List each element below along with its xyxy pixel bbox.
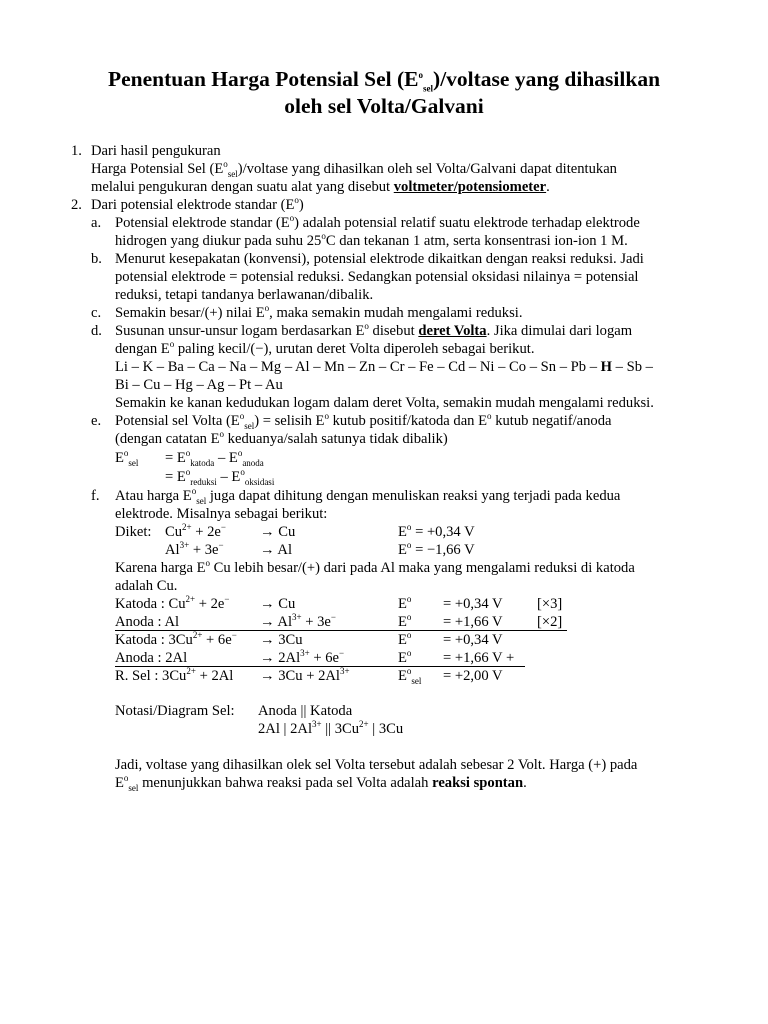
katoda-reaction-2: Katoda : $3Cu^{2+} + 6e^-$ xyxy=(115,630,237,648)
notasi-line-1: Anoda || Katoda xyxy=(258,703,353,719)
anoda-product-1: → $Al^{3+} + 3e^-$ xyxy=(260,612,336,630)
sub-item-c-line-1: Semakin besar/(+) nilai $E^o$, maka semakin mudah mengalami reduksi. xyxy=(115,303,523,321)
notasi-label: Notasi/Diagram Sel: xyxy=(115,703,235,719)
anoda-e-2: $E^o$ xyxy=(398,648,412,666)
diket-product-1: → Cu xyxy=(260,524,296,540)
sub-item-d-line-5: Semakin ke kanan kedudukan logam dalam deret Volta, semakin mudah mengalami reduksi. xyxy=(115,395,654,411)
diket-product-2: → Al xyxy=(260,542,293,558)
katoda-value-2: = +0,34 V xyxy=(443,632,503,648)
sub-item-e-line-2: (dengan catatan $E^o$ keduanya/salah satunya tidak dibalik) xyxy=(115,429,448,447)
volta-series-line-1: Li – K – Ba – Ca – Na – Mg – Al – Mn – Zn – Cr – Fe – Cd – Ni – Co – Sn – Pb – H – Sb – xyxy=(115,359,653,375)
sub-item-e-mark: e. xyxy=(91,413,102,429)
sub-item-d-line-2: dengan $E^o$ paling kecil/(−), urutan deret Volta diperoleh sebagai berikut. xyxy=(115,339,535,357)
sub-item-a-mark: a. xyxy=(91,215,102,231)
item-1-heading: Dari hasil pengukuran xyxy=(91,143,221,159)
cell-reaction: R. Sel : $3Cu^{2+} + 2Al$ xyxy=(115,666,234,684)
cell-product: → $3Cu + 2Al^{3+}$ xyxy=(260,666,350,684)
formula-esel-rhs-2: = $E^o_{reduksi} - E^o_{oksidasi}$ xyxy=(165,467,275,487)
deret-volta-term: deret Volta xyxy=(418,323,487,339)
conclusion-line-2: $E^o_{sel}$ menunjukkan bahwa reaksi pada sel Volta adalah reaksi spontan. xyxy=(115,773,527,793)
sub-item-f-line-1: Atau harga $E^o_{sel}$ juga dapat dihitung dengan menuliskan reaksi yang terjadi pada kedua xyxy=(115,486,621,506)
sub-item-f-line-4: adalah Cu. xyxy=(115,578,178,594)
sub-item-b-line-1: Menurut kesepakatan (konvensi), potensial elektrode dikaitkan dengan reaksi reduksi. Jadi xyxy=(115,251,644,267)
voltmeter-term: voltmeter/potensiometer xyxy=(393,179,547,195)
sub-item-f-line-2: elektrode. Misalnya sebagai berikut: xyxy=(115,506,328,522)
anoda-e-1: $E^o$ xyxy=(398,612,412,630)
anoda-reaction-2: Anoda : 2Al xyxy=(115,650,188,666)
page-title xyxy=(60,66,708,120)
item-1-text-line-1: Harga Potensial Sel $(E^o_{sel})$/voltase yang dihasilkan oleh sel Volta/Galvani dapat ditentukan xyxy=(91,159,617,179)
diket-reaction-2: $Al^{3+} + 3e^-$ xyxy=(165,540,224,558)
katoda-e-2: $E^o$ xyxy=(398,630,412,648)
katoda-product-2: → 3Cu xyxy=(260,632,303,648)
item-2-heading: Dari potensial elektrode standar $(E^o)$ xyxy=(91,195,304,213)
reaksi-spontan-term: reaksi spontan xyxy=(432,775,524,791)
sub-item-b-mark: b. xyxy=(91,251,102,267)
formula-esel-lhs: $E^o_{sel}$ xyxy=(115,448,139,468)
sub-item-f-line-3: Karena harga $E^o$ Cu lebih besar/(+) dari pada Al maka yang mengalami reduksi di katoda xyxy=(115,558,635,576)
sub-item-e-line-1: Potensial sel Volta $(E^o_{sel})$ = selisih $E^o$ kutub positif/katoda dan $E^o$ kutub negatif/anoda xyxy=(115,411,612,431)
cell-diagram: 2Al | $2Al^{3+}$ || $3Cu^{2+}$ | 3Cu xyxy=(258,719,404,737)
diket-potential-1: $E^o = +0,34$ V xyxy=(398,522,475,540)
sub-item-d-mark: d. xyxy=(91,323,102,339)
formula-esel-rhs-1: = $E^o_{katoda} - E^o_{anoda}$ xyxy=(165,448,264,468)
sub-item-a-line-2: hidrogen yang diukur pada suhu 25$^o$C dan tekanan 1 atm, serta konsentrasi ion-ion 1 M. xyxy=(115,231,628,249)
sub-item-f-mark: f. xyxy=(91,488,100,504)
sub-item-b-line-2: potensial elektrode = potensial reduksi. Sedangkan potensial oksidasi nilainya = potensial xyxy=(115,269,639,285)
title-line-2: oleh sel Volta/Galvani xyxy=(284,94,484,118)
sub-item-d-line-1: Susunan unsur-unsur logam berdasarkan $E^o$ disebut deret Volta. Jika dimulai dari logam xyxy=(115,321,633,339)
katoda-e-1: $E^o$ xyxy=(398,594,412,612)
anoda-product-2: → $2Al^{3+} + 6e^-$ xyxy=(260,648,345,666)
katoda-reaction-1: Katoda : $Cu^{2+} + 2e^-$ xyxy=(115,594,230,612)
diket-potential-2: $E^o = -1,66$ V xyxy=(398,540,475,558)
anoda-multiplier: [×2] xyxy=(537,614,563,630)
item-2-number: 2. xyxy=(71,197,82,213)
title-line-1: Penentuan Harga Potensial Sel $(E^o_{sel})$/voltase yang dihasilkan xyxy=(107,67,661,94)
diket-reaction-1: $Cu^{2+} + 2e^-$ xyxy=(165,522,226,540)
cell-value: = +2,00 V xyxy=(443,668,503,684)
anoda-value-2: = +1,66 V + xyxy=(443,650,515,666)
anoda-value-1: = +1,66 V xyxy=(443,614,503,630)
item-1-text-line-2: melalui pengukuran dengan suatu alat yang disebut voltmeter/potensiometer. xyxy=(91,179,550,195)
katoda-value-1: = +0,34 V xyxy=(443,596,503,612)
sub-item-c-mark: c. xyxy=(91,305,102,321)
item-1-number: 1. xyxy=(71,143,82,159)
cell-e: $E^o_{sel}$ xyxy=(398,666,422,686)
sub-item-b-line-3: reduksi, tetapi tandanya berlawanan/dibalik. xyxy=(115,287,374,303)
katoda-product-1: → Cu xyxy=(260,596,296,612)
conclusion-line-1: Jadi, voltase yang dihasilkan olek sel Volta tersebut adalah sebesar 2 Volt. Harga (+) pada xyxy=(115,757,638,773)
anoda-reaction-1: Anoda : Al xyxy=(115,614,180,630)
diket-label: Diket: xyxy=(115,524,152,540)
sub-item-a-line-1: Potensial elektrode standar $(E^o)$ adalah potensial relatif suatu elektrode terhadap elektrode xyxy=(115,213,640,231)
katoda-multiplier: [×3] xyxy=(537,596,563,612)
volta-series-line-2: Bi – Cu – Hg – Ag – Pt – Au xyxy=(115,377,283,393)
